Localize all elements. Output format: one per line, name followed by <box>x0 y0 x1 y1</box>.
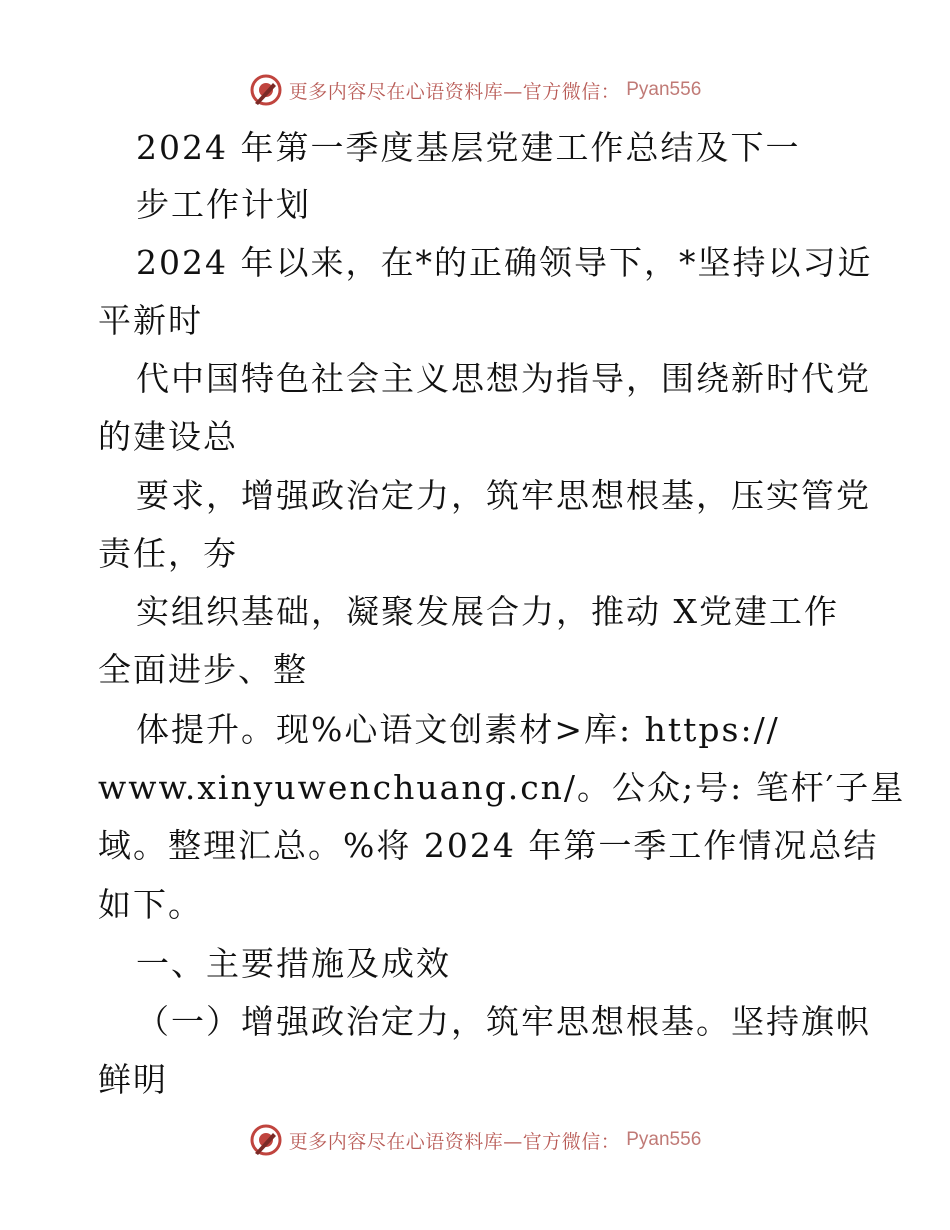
paragraph-line: 的建设总 <box>98 417 238 456</box>
paragraph-line: 域。整理汇总。%将 2024 年第一季工作情况总结 <box>98 826 879 865</box>
paragraph-line: 要求，增强政治定力，筑牢思想根基，压实管党 <box>136 476 871 515</box>
paragraph-line: 全面进步、整 <box>98 650 308 689</box>
paragraph-line: 实组织基础，凝聚发展合力，推动 X党建工作 <box>136 592 839 631</box>
paragraph-line: 体提升。现%心语文创素材>库: https:// <box>136 710 780 749</box>
title-line-2: 步工作计划 <box>136 185 311 224</box>
header-watermark <box>0 70 950 110</box>
watermark-wechat-id: Pyan556 <box>626 1129 702 1150</box>
section-heading: 一、主要措施及成效 <box>136 944 451 983</box>
paragraph-line: 如下。 <box>98 885 203 924</box>
watermark-wechat-id: Pyan556 <box>626 79 702 100</box>
paragraph-line: www.xinyuwenchuang.cn/。公众;号: 笔杆′子星 <box>98 768 906 807</box>
paragraph-line: 代中国特色社会主义思想为指导，围绕新时代党 <box>136 359 871 398</box>
watermark-text: 更多内容尽在心语资料库—官方微信： <box>288 1130 621 1153</box>
paragraph-line: 鲜明 <box>98 1060 168 1099</box>
pen-logo-icon <box>249 73 283 107</box>
footer-watermark <box>0 1120 950 1160</box>
subsection-heading: （一）增强政治定力，筑牢思想根基。坚持旗帜 <box>136 1002 871 1041</box>
watermark-text: 更多内容尽在心语资料库—官方微信： <box>288 80 621 103</box>
pen-logo-icon <box>249 1123 283 1157</box>
paragraph-line: 2024 年以来，在*的正确领导下，*坚持以习近 <box>136 243 873 282</box>
title-line-1: 2024 年第一季度基层党建工作总结及下一 <box>136 128 801 167</box>
paragraph-line: 平新时 <box>98 301 203 340</box>
paragraph-line: 责任，夯 <box>98 534 238 573</box>
